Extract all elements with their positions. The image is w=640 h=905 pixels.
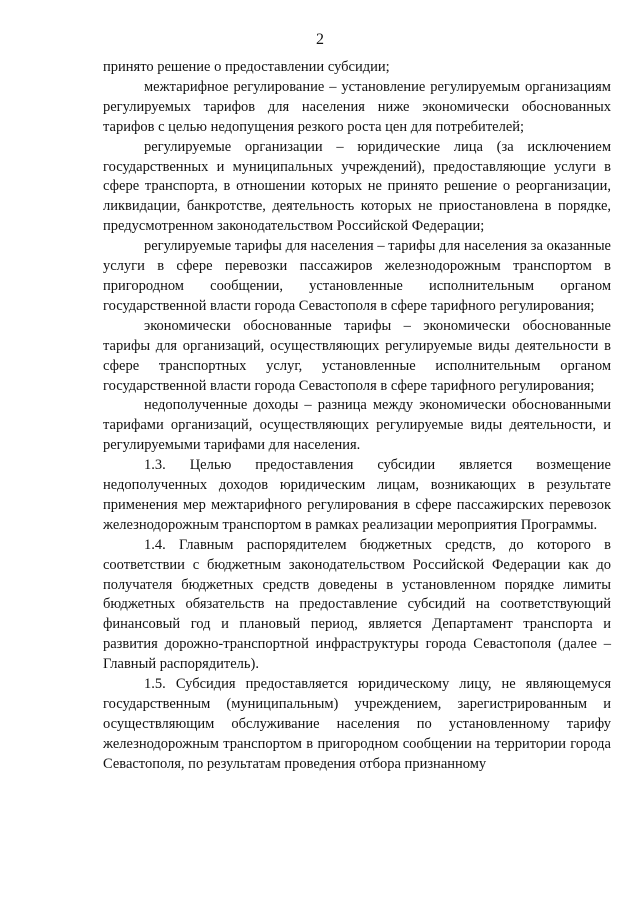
paragraph-5: экономически обоснованные тарифы – экономически обоснованные тарифы для организаций, осуществляющих регулируемые виды деятельности в сфере транспортных услуг, установленные исполнительным органом государственной власти города Севастополя в сфере тарифного регулирования; (103, 317, 611, 394)
paragraph-7: 1.3. Целью предоставления субсидии является возмещение недополученных доходов юридическим лицам, возникающих в результате применения мер межтарифного регулирования в сфере пассажирских перевозок железнодорожным транспортом в рамках реализации мероприятия Программы. (103, 457, 611, 533)
paragraph-3: регулируемые организации – юридические лица (за исключением государственных и муниципальных учреждений), предоставляющие услуги в сфере транспорта, в отношении которых не принято решение о реорганизации, ликвидации, банкротстве, деятельность которых не приостановлена в порядке, предусмотренном законодательством Российской Федерации; (103, 138, 611, 235)
paragraph-1: принято решение о предоставлении субсидии; (103, 59, 390, 75)
page-number: 2 (316, 31, 324, 48)
paragraph-4: регулируемые тарифы для населения – тарифы для населения за оказанные услуги в сфере перевозки пассажиров железнодорожным транспортом в пригородном сообщении, установленные исполнительным органом государственной власти города Севастополя в сфере тарифного регулирования; (103, 238, 611, 314)
paragraph-8: 1.4. Главным распорядителем бюджетных средств, до которого в соответствии с бюджетным законодательством Российской Федерации как до получателя бюджетных средств доведены в установленном порядке лимиты бюджетных обязательств на предоставление субсидий на соответствующий финансовый год и плановый период, является Департамент транспорта и развития дорожно-транспортной инфраструктуры города Севастополя (далее – Главный распорядитель). (103, 536, 611, 673)
paragraph-6: недополученные доходы – разница между экономически обоснованными тарифами организаций, осуществляющих регулируемые виды деятельности, и регулируемыми тарифами для населения. (103, 397, 611, 454)
paragraph-2: межтарифное регулирование – установление регулируемым организациям регулируемых тарифов для населения ниже экономически обоснованных тарифов с целью недопущения резкого роста цен для потребителей; (103, 78, 611, 135)
document-body (103, 58, 611, 775)
paragraph-9: 1.5. Субсидия предоставляется юридическому лицу, не являющемуся государственным (муниципальным) учреждением, зарегистрированным и осуществляющим обслуживание населения по установленному тарифу железнодорожным транспортом в пригородном сообщении на территории города Севастополя, по результатам проведения отбора признанному (103, 676, 611, 772)
